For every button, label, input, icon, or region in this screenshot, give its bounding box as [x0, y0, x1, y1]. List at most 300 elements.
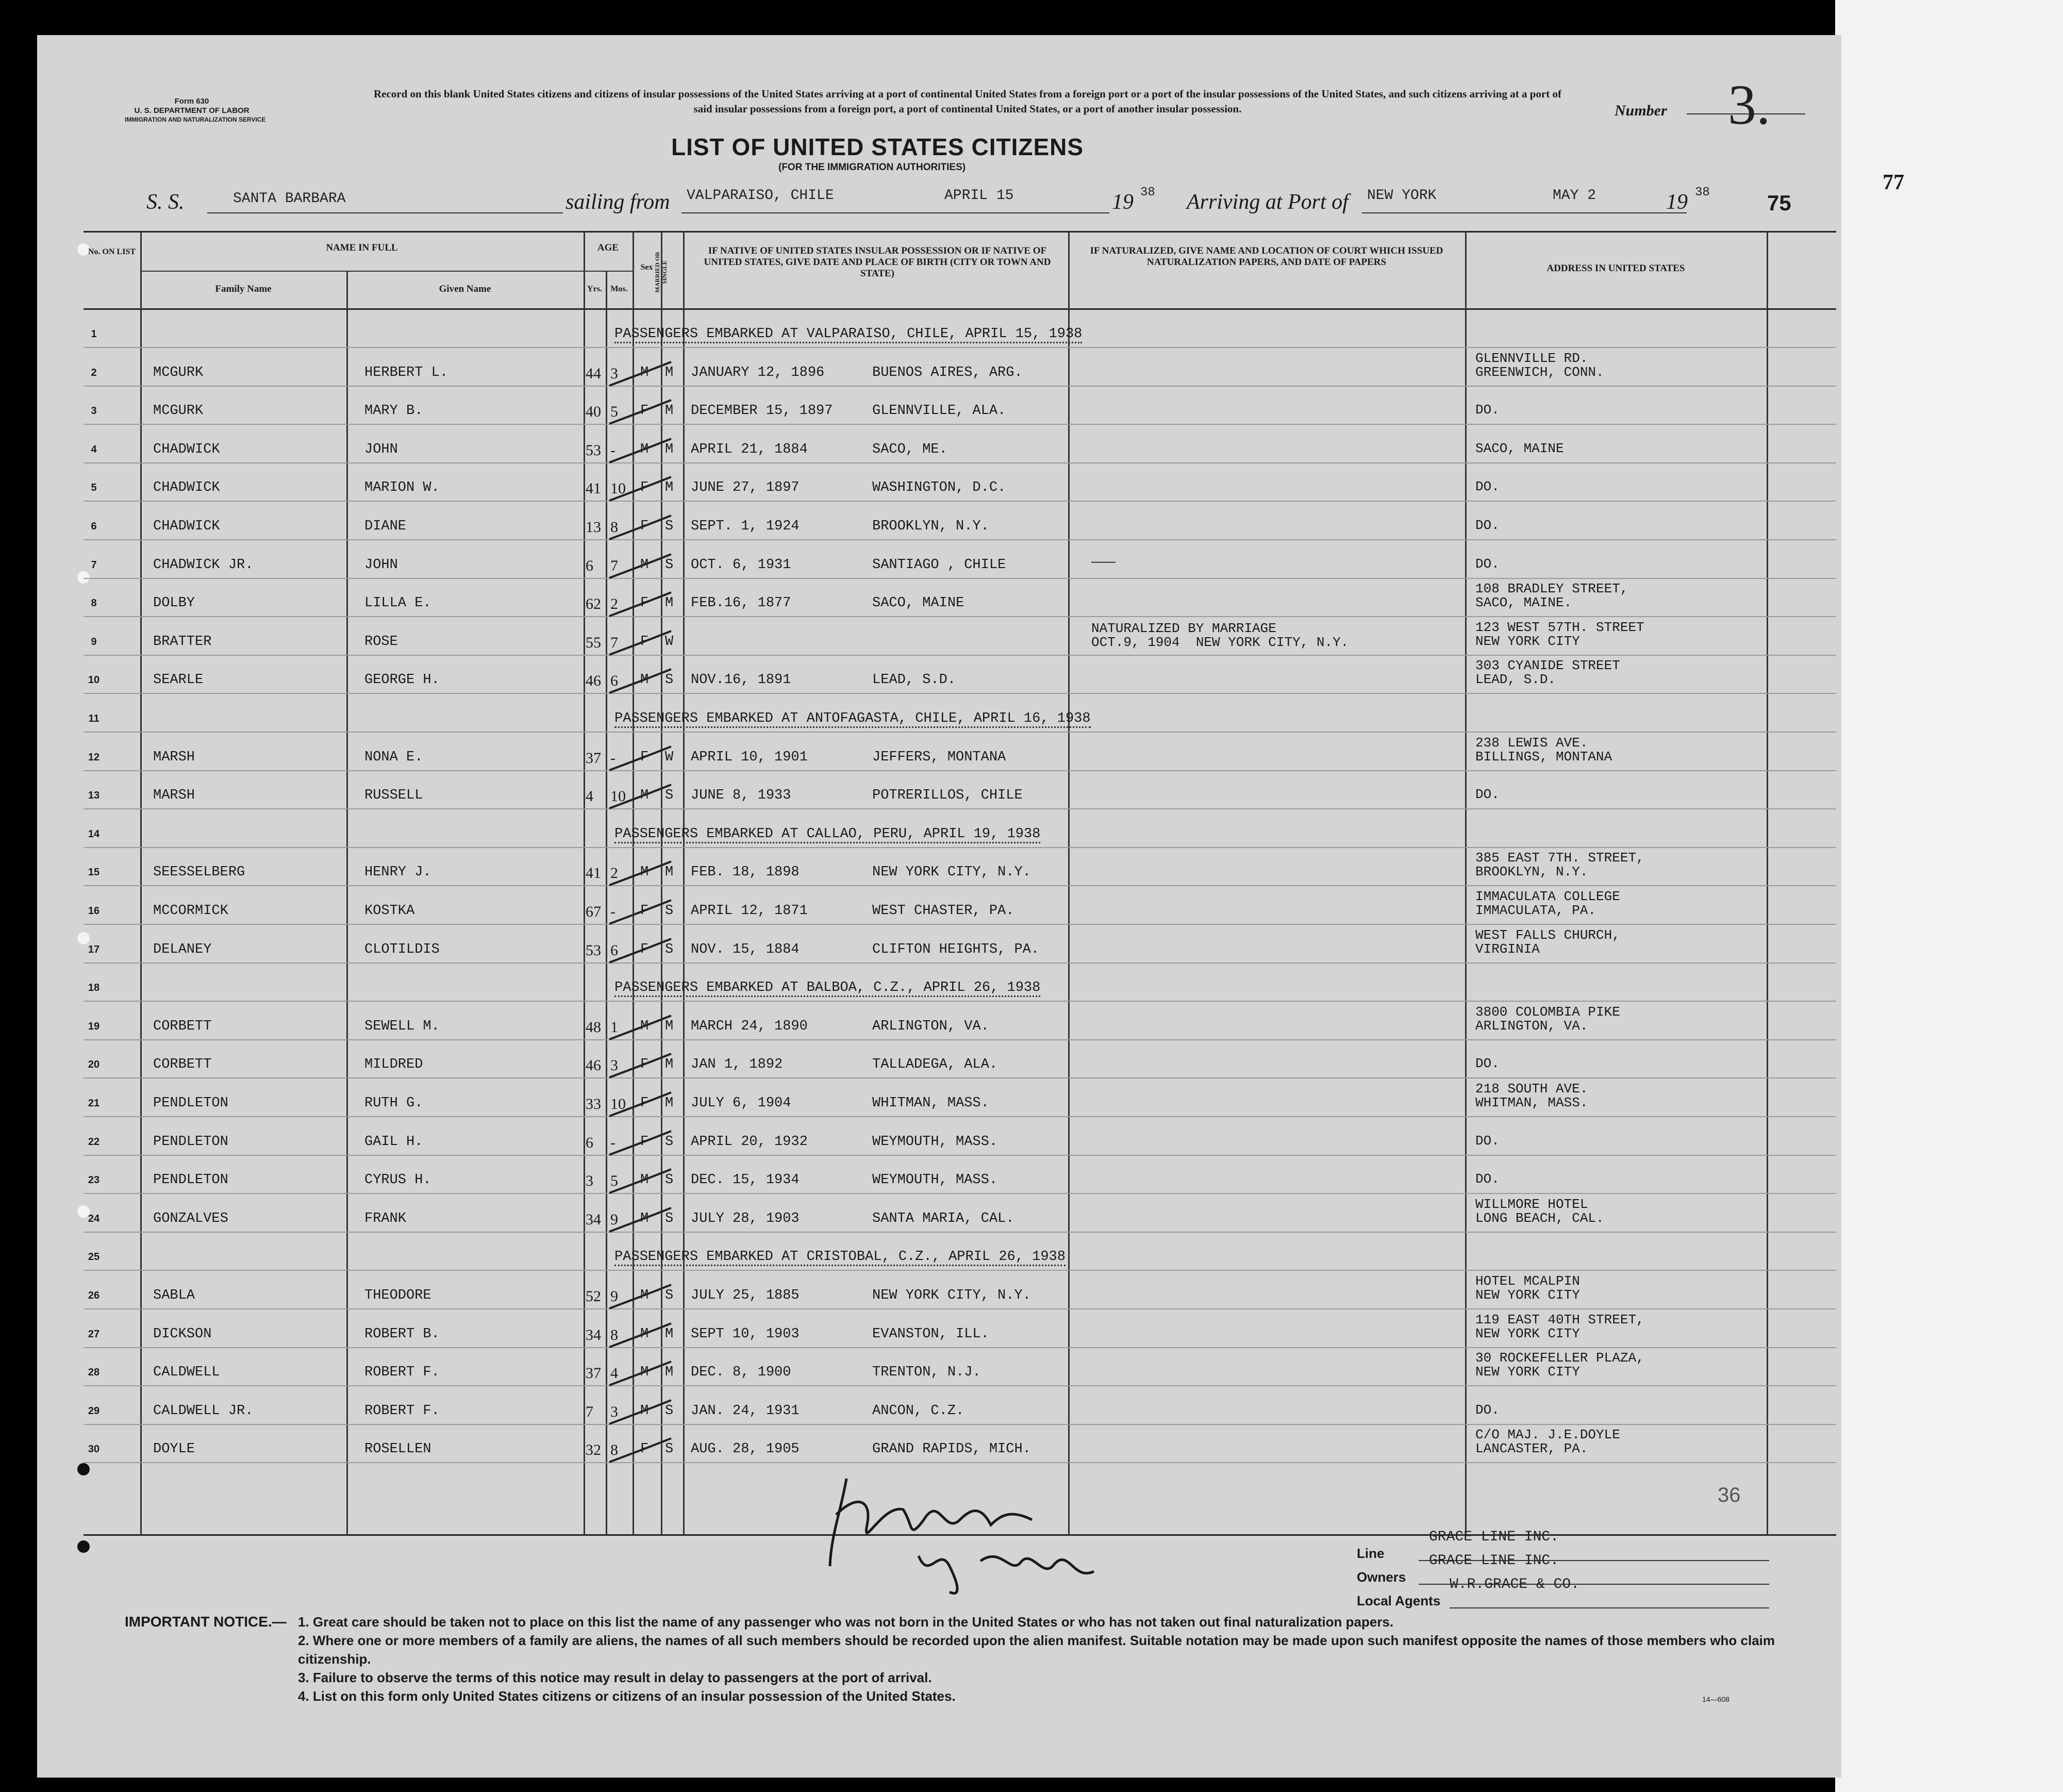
age-years: 32 — [586, 1441, 601, 1459]
check-mark — [604, 393, 676, 429]
signature — [826, 1463, 1187, 1602]
sex: F — [640, 1441, 649, 1457]
marital-status: W — [665, 634, 674, 650]
family-name: CORBETT — [153, 1018, 212, 1034]
department: U. S. DEPARTMENT OF LABOR — [134, 106, 249, 115]
col-no-header: No. ON LIST — [88, 247, 136, 256]
age-years: 33 — [586, 1096, 601, 1113]
age-years: 41 — [586, 480, 601, 497]
us-address: C/O MAJ. J.E.DOYLE LANCASTER, PA. — [1475, 1427, 1620, 1457]
col-mos-header: Mos. — [610, 285, 628, 293]
family-name: MCGURK — [153, 364, 204, 380]
sex: M — [640, 1210, 649, 1226]
check-mark — [604, 893, 676, 929]
sex: M — [640, 1365, 649, 1381]
family-name: MCGURK — [153, 403, 204, 419]
sex: F — [640, 595, 649, 611]
row-number: 1 — [91, 328, 97, 340]
corner-mark: 77 — [1883, 171, 1904, 194]
birth-date: JANUARY 12, 1896 — [691, 364, 825, 380]
given-name: GAIL H. — [364, 1134, 423, 1150]
table-row — [37, 1118, 1790, 1156]
marital-status: M — [665, 441, 674, 457]
section-row — [37, 694, 1790, 733]
birth-place: WEST CHASTER, PA. — [872, 903, 1014, 919]
check-mark — [604, 585, 676, 621]
age-months: 10 — [610, 788, 626, 805]
col-married-header: MARRIED OR SINGLE — [654, 252, 668, 293]
birth-place: NEW YORK CITY, N.Y. — [872, 1288, 1031, 1303]
age-years: 34 — [586, 1210, 601, 1228]
birth-place: EVANSTON, ILL. — [872, 1326, 989, 1342]
age-months: 10 — [610, 1096, 626, 1113]
row-number: 21 — [88, 1098, 100, 1109]
col-address-header: ADDRESS IN UNITED STATES — [1546, 263, 1685, 274]
birth-date: DECEMBER 15, 1897 — [691, 403, 833, 419]
age-years: 37 — [586, 1365, 601, 1382]
birth-place: BROOKLYN, N.Y. — [872, 519, 989, 534]
marital-status: M — [665, 865, 674, 881]
marital-status: M — [665, 1365, 674, 1381]
given-name: JOHN — [364, 557, 398, 573]
table-row — [37, 1156, 1790, 1194]
birth-place: ARLINGTON, VA. — [872, 1018, 989, 1034]
age-months: 7 — [610, 634, 618, 651]
section-row — [37, 310, 1790, 348]
number-label: Number — [1615, 102, 1667, 119]
age-years: 37 — [586, 749, 601, 767]
age-years: 6 — [586, 1134, 593, 1151]
sex: M — [640, 865, 649, 881]
us-address: 119 EAST 40TH STREET, NEW YORK CITY — [1475, 1312, 1644, 1341]
age-years: 34 — [586, 1326, 601, 1343]
us-address: 303 CYANIDE STREET LEAD, S.D. — [1475, 658, 1620, 688]
sex: F — [640, 634, 649, 650]
age-years: 7 — [586, 1403, 593, 1420]
birth-date: JULY 28, 1903 — [691, 1210, 800, 1226]
check-mark — [604, 1085, 676, 1121]
owners-value: GRACE LINE INC. — [1429, 1553, 1559, 1569]
birth-place: LEAD, S.D. — [872, 672, 956, 688]
row-number: 9 — [91, 636, 97, 648]
row-number: 24 — [88, 1213, 100, 1224]
row-number: 15 — [88, 867, 100, 878]
given-name: HENRY J. — [364, 865, 431, 881]
birth-place: CLIFTON HEIGHTS, PA. — [872, 941, 1040, 957]
us-address: SACO, MAINE — [1475, 440, 1564, 456]
family-name: SEESSELBERG — [153, 865, 245, 881]
age-years: 52 — [586, 1288, 601, 1305]
birth-place: WHITMAN, MASS. — [872, 1096, 989, 1111]
row-number: 8 — [91, 598, 97, 609]
family-name: DOLBY — [153, 595, 195, 611]
embarkation-heading: PASSENGERS EMBARKED AT VALPARAISO, CHILE, APRIL 15, 1938 — [614, 326, 1082, 343]
row-number: 16 — [88, 905, 100, 917]
sex: F — [640, 903, 649, 919]
family-name: MARSH — [153, 749, 195, 765]
sex: F — [640, 403, 649, 419]
marital-status: M — [665, 403, 674, 419]
age-months: 5 — [610, 1172, 618, 1190]
birth-place: ANCON, C.Z. — [872, 1403, 964, 1419]
birth-date: JAN. 24, 1931 — [691, 1403, 800, 1419]
age-years: 13 — [586, 519, 601, 536]
us-address: 108 BRADLEY STREET, SACO, MAINE. — [1475, 581, 1628, 611]
ss-label: S. S. — [146, 190, 185, 214]
embarkation-heading: PASSENGERS EMBARKED AT CALLAO, PERU, APRIL 19, 1938 — [614, 826, 1040, 843]
col-family-header: Family Name — [215, 284, 272, 294]
check-mark — [604, 1277, 676, 1314]
age-months: - — [610, 441, 615, 459]
table-row — [37, 1348, 1790, 1386]
page-subtitle: (FOR THE IMMIGRATION AUTHORITIES) — [778, 162, 966, 173]
marital-status: S — [665, 1172, 674, 1188]
age-months: 8 — [610, 519, 618, 536]
table-row — [37, 1040, 1790, 1078]
line-value: GRACE LINE INC. — [1429, 1529, 1559, 1545]
family-name: DELANEY — [153, 941, 212, 957]
age-months: 3 — [610, 364, 618, 382]
sex: F — [640, 1134, 649, 1150]
us-address: WEST FALLS CHURCH, VIRGINIA — [1475, 927, 1620, 957]
given-name: DIANE — [364, 519, 407, 534]
given-name: HERBERT L. — [364, 364, 448, 380]
marital-status: M — [665, 1096, 674, 1111]
naturalization-info: ——— — [1091, 554, 1116, 570]
age-years: 3 — [586, 1172, 593, 1190]
given-name: ROSELLEN — [364, 1441, 431, 1457]
birth-date: APRIL 21, 1884 — [691, 441, 808, 457]
marital-status: M — [665, 1018, 674, 1034]
table-row — [37, 887, 1790, 925]
table-row — [37, 925, 1790, 964]
marital-status: S — [665, 1403, 674, 1419]
check-mark — [604, 932, 676, 968]
family-name: PENDLETON — [153, 1134, 228, 1150]
marital-status: W — [665, 749, 674, 765]
birth-place: POTRERILLOS, CHILE — [872, 788, 1023, 804]
age-months: 6 — [610, 941, 618, 959]
col-age-header: AGE — [597, 242, 619, 253]
given-name: ROBERT B. — [364, 1326, 440, 1342]
family-name: SABLA — [153, 1288, 195, 1303]
us-address: DO. — [1475, 518, 1500, 533]
row-number: 12 — [88, 751, 100, 763]
col-naturalized-header: IF NATURALIZED, GIVE NAME AND LOCATION OF COURT WHICH ISSUED NATURALIZATION PAPERS, AND DATE OF PAPERS — [1090, 245, 1443, 268]
form-code: 14—608 — [1702, 1695, 1729, 1703]
marital-status: S — [665, 1210, 674, 1226]
birth-place: SANTIAGO , CHILE — [872, 557, 1006, 573]
adjacent-page-edge — [1835, 0, 2063, 1792]
age-months: 4 — [610, 1365, 618, 1382]
birth-place: JEFFERS, MONTANA — [872, 749, 1006, 765]
us-address: GLENNVILLE RD. GREENWICH, CONN. — [1475, 350, 1604, 380]
table-row — [37, 1079, 1790, 1117]
birth-date: JUNE 8, 1933 — [691, 788, 791, 804]
us-address: DO. — [1475, 1171, 1500, 1187]
row-number: 6 — [91, 521, 97, 532]
table-row — [37, 733, 1790, 771]
check-mark — [604, 1162, 676, 1198]
marital-status: S — [665, 519, 674, 534]
table-row — [37, 502, 1790, 540]
age-months: - — [610, 1134, 615, 1151]
sex: M — [640, 1018, 649, 1034]
page-count: 36 — [1718, 1484, 1741, 1506]
check-mark — [604, 1354, 676, 1390]
marital-status: M — [665, 1057, 674, 1073]
birth-place: GRAND RAPIDS, MICH. — [872, 1441, 1031, 1457]
arrival-port: NEW YORK — [1367, 188, 1437, 204]
age-subheader-line — [584, 271, 633, 272]
row-number: 19 — [88, 1020, 100, 1032]
form-instructions: Record on this blank United States citizens and citizens of insular possessions of the United States arriving at a port of continental United States from a foreign port or a port of the insular possessions of the United States, and such citizens arriving at a port of said insular possessions from a foreign port, a port of continental United States, or a port of another insular possession. — [374, 88, 1561, 115]
given-name: JOHN — [364, 441, 398, 457]
us-address: DO. — [1475, 1056, 1500, 1072]
age-years: 6 — [586, 557, 593, 574]
row-number: 10 — [88, 674, 100, 686]
sailing-year: 38 — [1140, 186, 1155, 200]
page-title: LIST OF UNITED STATES CITIZENS — [671, 134, 1084, 160]
given-name: MARY B. — [364, 403, 423, 419]
col-name-header: NAME IN FULL — [326, 242, 398, 253]
row-number: 22 — [88, 1136, 100, 1148]
row-number: 4 — [91, 443, 97, 455]
us-address: 385 EAST 7TH. STREET, BROOKLYN, N.Y. — [1475, 850, 1644, 880]
birth-date: JULY 6, 1904 — [691, 1096, 791, 1111]
us-address: 123 WEST 57TH. STREET NEW YORK CITY — [1475, 619, 1644, 649]
notice-item-1: 1. Great care should be taken not to place on this list the name of any passenger who was not born in the United States or who has not taken out final naturalization papers. — [298, 1614, 1394, 1630]
row-number: 2 — [91, 367, 97, 378]
sex: M — [640, 788, 649, 804]
form-number: Form 630 — [174, 97, 209, 106]
family-name: GONZALVES — [153, 1210, 228, 1226]
given-name: RUTH G. — [364, 1096, 423, 1111]
marital-status: S — [665, 672, 674, 688]
given-name: SEWELL M. — [364, 1018, 440, 1034]
arrival-underline — [1362, 212, 1687, 213]
age-months: 9 — [610, 1288, 618, 1305]
embarkation-heading: PASSENGERS EMBARKED AT ANTOFAGASTA, CHILE, APRIL 16, 1938 — [614, 711, 1091, 728]
birth-place: NEW YORK CITY, N.Y. — [872, 865, 1031, 881]
us-address: HOTEL MCALPIN NEW YORK CITY — [1475, 1273, 1580, 1303]
birth-date: APRIL 10, 1901 — [691, 749, 808, 765]
age-months: 6 — [610, 672, 618, 690]
ship-name: SANTA BARBARA — [233, 191, 346, 207]
given-name: LILLA E. — [364, 595, 431, 611]
row-number: 13 — [88, 790, 100, 802]
check-mark — [604, 1124, 676, 1160]
check-mark — [604, 662, 676, 698]
us-address: DO. — [1475, 787, 1500, 803]
punch-hole — [77, 1463, 90, 1475]
us-address: 218 SOUTH AVE. WHITMAN, MASS. — [1475, 1081, 1588, 1110]
given-name: ROBERT F. — [364, 1403, 440, 1419]
agents-value: W.R.GRACE & CO. — [1450, 1577, 1580, 1592]
age-years: 55 — [586, 634, 601, 651]
row-number: 5 — [91, 482, 97, 494]
table-row — [37, 541, 1790, 579]
us-address: WILLMORE HOTEL LONG BEACH, CAL. — [1475, 1196, 1604, 1226]
birth-date: DEC. 15, 1934 — [691, 1172, 800, 1188]
row-number: 28 — [88, 1367, 100, 1379]
row-number: 17 — [88, 943, 100, 955]
sex: F — [640, 1096, 649, 1111]
check-mark — [604, 1201, 676, 1237]
sex: F — [640, 480, 649, 496]
us-address: 238 LEWIS AVE. BILLINGS, MONTANA — [1475, 735, 1612, 765]
sex: M — [640, 1326, 649, 1342]
sex: M — [640, 1172, 649, 1188]
sex: M — [640, 1288, 649, 1303]
family-name: CHADWICK JR. — [153, 557, 254, 573]
sex: F — [640, 1057, 649, 1073]
check-mark — [604, 1431, 676, 1467]
row-number: 23 — [88, 1174, 100, 1186]
age-months: 1 — [610, 1018, 618, 1036]
check-mark — [604, 355, 676, 391]
given-name: ROSE — [364, 634, 398, 650]
arrival-year: 38 — [1695, 186, 1710, 200]
age-years: 46 — [586, 672, 601, 690]
sex: M — [640, 441, 649, 457]
sex: F — [640, 941, 649, 957]
given-name: NONA E. — [364, 749, 423, 765]
family-name: CHADWICK — [153, 441, 220, 457]
embarkation-heading: PASSENGERS EMBARKED AT BALBOA, C.Z., APRIL 26, 1938 — [614, 980, 1040, 997]
service: IMMIGRATION AND NATURALIZATION SERVICE — [125, 116, 266, 123]
date-underline — [934, 212, 1109, 213]
row-number: 3 — [91, 405, 97, 417]
table-row — [37, 425, 1790, 463]
age-months: - — [610, 903, 615, 920]
birth-date: JAN 1, 1892 — [691, 1057, 783, 1073]
family-name: SEARLE — [153, 672, 204, 688]
table-row — [37, 579, 1790, 617]
birth-date: MARCH 24, 1890 — [691, 1018, 808, 1034]
family-name: BRATTER — [153, 634, 212, 650]
birth-place: WEYMOUTH, MASS. — [872, 1172, 998, 1188]
section-row — [37, 964, 1790, 1002]
table-row — [37, 1002, 1790, 1040]
naturalization-info: NATURALIZED BY MARRIAGE OCT.9, 1904 NEW YORK CITY, N.Y. — [1091, 620, 1349, 650]
birth-date: DEC. 8, 1900 — [691, 1365, 791, 1381]
us-address: DO. — [1475, 556, 1500, 572]
check-mark — [604, 739, 676, 775]
ship-underline — [207, 212, 563, 213]
us-address: DO. — [1475, 1133, 1500, 1149]
col-sex-header: Sex — [640, 263, 653, 272]
family-name: CALDWELL JR. — [153, 1403, 254, 1419]
age-years: 67 — [586, 903, 601, 920]
agents-underline — [1450, 1607, 1769, 1608]
table-row — [37, 349, 1790, 387]
row-number: 7 — [91, 559, 97, 571]
family-name: DOYLE — [153, 1441, 195, 1457]
age-months: - — [610, 749, 615, 767]
marital-status: S — [665, 557, 674, 573]
table-row — [37, 848, 1790, 886]
table-row — [37, 463, 1790, 502]
us-address: DO. — [1475, 479, 1500, 495]
sex: M — [640, 1403, 649, 1419]
col-given-header: Given Name — [439, 284, 491, 294]
family-name: MCCORMICK — [153, 903, 228, 919]
row-number: 25 — [88, 1251, 100, 1263]
marital-status: S — [665, 788, 674, 804]
sailing-label: sailing from — [565, 190, 670, 214]
owners-label: Owners — [1357, 1569, 1406, 1585]
arrival-date: MAY 2 — [1553, 188, 1596, 204]
given-name: FRANK — [364, 1210, 407, 1226]
birth-date: SEPT 10, 1903 — [691, 1326, 800, 1342]
age-months: 8 — [610, 1326, 618, 1343]
us-address: 3800 COLOMBIA PIKE ARLINGTON, VA. — [1475, 1004, 1620, 1034]
birth-place: SANTA MARIA, CAL. — [872, 1210, 1014, 1226]
age-months: 3 — [610, 1057, 618, 1074]
sailing-date: APRIL 15 — [944, 188, 1014, 204]
marital-status: S — [665, 1288, 674, 1303]
age-years: 40 — [586, 403, 601, 421]
check-mark — [604, 1316, 676, 1352]
table-row — [37, 1425, 1790, 1463]
birth-date: JUNE 27, 1897 — [691, 480, 800, 496]
check-mark — [604, 547, 676, 583]
birth-date: FEB. 18, 1898 — [691, 865, 800, 881]
check-mark — [604, 854, 676, 890]
marital-status: S — [665, 941, 674, 957]
row-number: 30 — [88, 1443, 100, 1455]
notice-item-2: 2. Where one or more members of a family are aliens, the names of all such members should be recorded upon the alien manifest. Suitable notation may be made upon such manifest opposite the names of those members who claim citizenship. — [298, 1633, 1775, 1667]
col-yrs-header: Yrs. — [587, 285, 602, 293]
section-row — [37, 1233, 1790, 1271]
age-years: 53 — [586, 441, 601, 459]
birth-place: SACO, ME. — [872, 441, 947, 457]
given-name: ROBERT F. — [364, 1365, 440, 1381]
age-years: 46 — [586, 1057, 601, 1074]
row-number: 14 — [88, 828, 100, 840]
family-name: CHADWICK — [153, 480, 220, 496]
row-number: 11 — [88, 713, 99, 724]
name-subheader-line — [140, 271, 584, 272]
age-months: 8 — [610, 1441, 618, 1459]
age-months: 3 — [610, 1403, 618, 1420]
col-native-header: IF NATIVE OF UNITED STATES INSULAR POSSESSION OR IF NATIVE OF UNITED STATES, GIVE DATE AND PLACE OF BIRTH (CITY OR TOWN AND STATE) — [704, 245, 1051, 279]
birth-date: APRIL 20, 1932 — [691, 1134, 808, 1150]
age-years: 4 — [586, 788, 593, 805]
birth-date: FEB.16, 1877 — [691, 595, 791, 611]
age-years: 44 — [586, 364, 601, 382]
family-name: CALDWELL — [153, 1365, 220, 1381]
sex: F — [640, 519, 649, 534]
port-underline — [681, 212, 955, 213]
marital-status: M — [665, 480, 674, 496]
given-name: CYRUS H. — [364, 1172, 431, 1188]
birth-place: WASHINGTON, D.C. — [872, 480, 1006, 496]
age-years: 48 — [586, 1018, 601, 1036]
line-label: Line — [1357, 1546, 1385, 1561]
notice-item-3: 3. Failure to observe the terms of this notice may result in delay to passengers at the port of arrival. — [298, 1670, 932, 1685]
sex: M — [640, 364, 649, 380]
sailing-port: VALPARAISO, CHILE — [687, 188, 834, 204]
table-row — [37, 771, 1790, 809]
age-months: 10 — [610, 480, 626, 497]
sex: M — [640, 557, 649, 573]
table-row — [37, 656, 1790, 694]
birth-date: SEPT. 1, 1924 — [691, 519, 800, 534]
us-address: DO. — [1475, 402, 1500, 418]
table-row — [37, 1387, 1790, 1425]
